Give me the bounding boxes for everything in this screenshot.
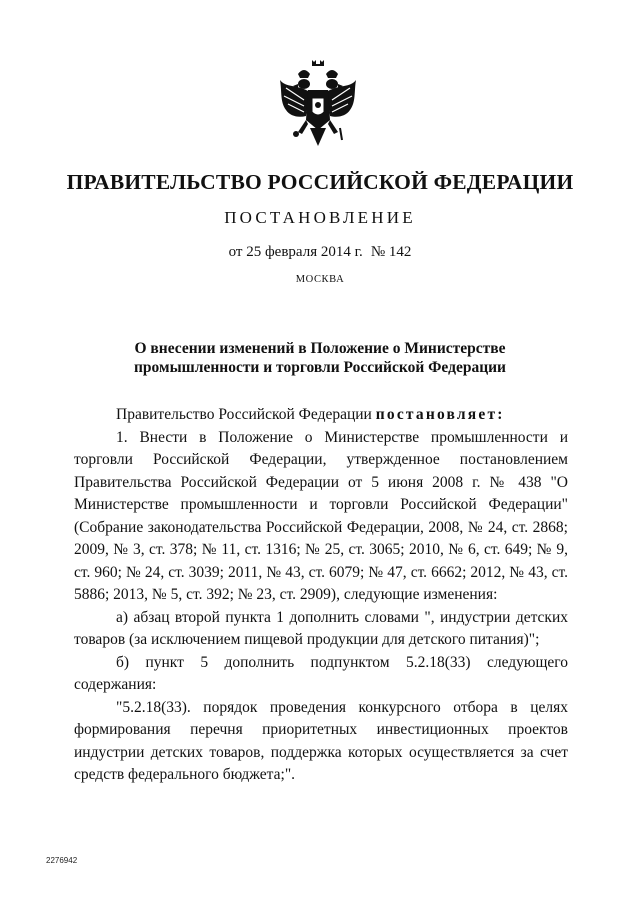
paragraph-1: 1. Внести в Положение о Министерстве промышленности и торговли Российской Федерации, утвержденное постановлением Правительства Российской Федерации от 5 июня 2008 г. № 438 "О Министерстве промышленности и торговли Российской Федерации" (Собрание законодательства Российской Федерации, 2008, № 24, ст. 2868; 2009, № 3, ст. 378; № 11, ст. 1316; № 25, ст. 3065; 2010, № 6, ст. 649; № 9, ст. 960; № 24, ст. 3039; 2011, № 43, ст. 6079; № 47, ст. 6662; 2012, № 43, ст. 5886; 2013, № 5, ст. 392; № 23, ст. 2909), следующие изменения: xyxy=(74,428,568,603)
subject-line-1: О внесении изменений в Положение о Министерстве xyxy=(134,340,506,357)
document-number: № 142 xyxy=(370,244,412,260)
government-title: ПРАВИТЕЛЬСТВО РОССИЙСКОЙ ФЕДЕРАЦИИ xyxy=(66,170,574,194)
document-city: МОСКВА xyxy=(295,274,345,285)
double-headed-eagle-emblem-icon xyxy=(276,58,360,152)
document-subject xyxy=(100,339,540,377)
intro-paragraph xyxy=(74,404,568,427)
subject-line-2: промышленности и торговли Российской Федерации xyxy=(134,359,506,376)
paragraph-a: а) абзац второй пункта 1 дополнить словами ", индустрии детских товаров (за исключением пищевой продукции для детского питания)"; xyxy=(74,608,568,648)
intro-lead: Правительство Российской Федерации xyxy=(116,406,372,423)
document-date: от 25 февраля 2014 г. xyxy=(228,244,363,260)
document-date-line xyxy=(0,244,640,261)
document-body xyxy=(74,404,568,787)
intro-resolves: постановляет: xyxy=(375,406,505,423)
paragraph-b: б) пункт 5 дополнить подпунктом 5.2.18(33) следующего содержания: xyxy=(74,653,568,693)
barcode-number: 2276942 xyxy=(46,856,78,865)
paragraph-quote: "5.2.18(33). порядок проведения конкурсного отбора в целях формирования перечня приоритетных инвестиционных проектов индустрии детских товаров, поддержка которых осуществляется за счет средств федерального бюджета;". xyxy=(74,698,568,783)
document-type: ПОСТАНОВЛЕНИЕ xyxy=(224,208,416,227)
